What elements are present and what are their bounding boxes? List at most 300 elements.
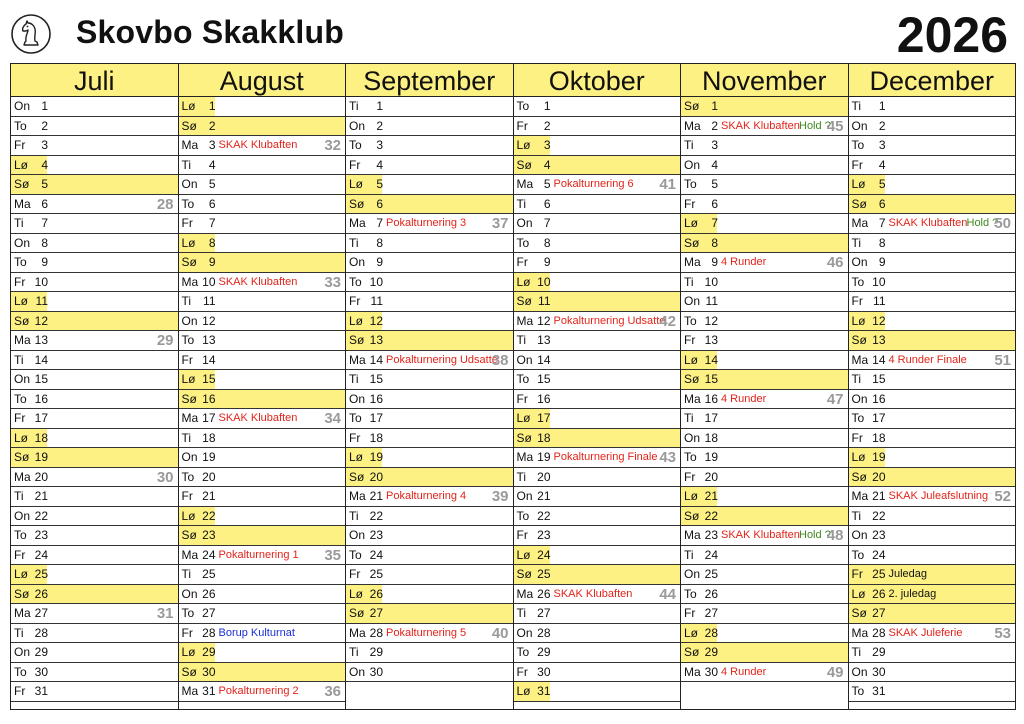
day-number: 24 xyxy=(872,547,886,562)
day-number: 23 xyxy=(704,528,718,542)
day-number: 7 xyxy=(41,216,48,230)
day-number: 31 xyxy=(537,684,551,698)
day-number: 6 xyxy=(208,196,216,211)
weekday-label: Fr xyxy=(684,469,696,484)
day-row xyxy=(11,331,178,351)
day-row xyxy=(849,429,1016,449)
day-number: 18 xyxy=(872,430,886,445)
weekday-label: Lø xyxy=(516,684,531,698)
day-number: 17 xyxy=(369,411,383,425)
day-number: 29 xyxy=(704,645,718,659)
weekday-label: Ti xyxy=(181,157,192,172)
day-number: 10 xyxy=(872,274,886,289)
day-number: 12 xyxy=(34,313,48,328)
weekday-label: Sø xyxy=(349,469,365,484)
week-number: 39 xyxy=(491,488,509,505)
weekday-label: Sø xyxy=(516,567,532,581)
empty-space xyxy=(849,702,1016,710)
day-number: 1 xyxy=(208,99,216,113)
weekday-label: Lø xyxy=(851,450,866,464)
day-row xyxy=(514,526,681,546)
day-row xyxy=(849,526,1016,546)
day-row xyxy=(179,663,346,683)
weekday-label: Sø xyxy=(516,294,532,308)
hold-note: Hold ? xyxy=(799,529,831,541)
weekday-label: On xyxy=(851,255,868,269)
day-row xyxy=(179,195,346,215)
week-number: 42 xyxy=(659,312,676,330)
day-row xyxy=(681,507,848,527)
weekday-label: Ti xyxy=(851,99,862,113)
week-number: 33 xyxy=(324,273,341,291)
weekday-label: Ti xyxy=(349,235,359,250)
day-row xyxy=(346,273,513,293)
weekday-label: Lø xyxy=(516,138,531,152)
day-row xyxy=(514,585,681,605)
month-header: November xyxy=(681,64,848,97)
month-column-december xyxy=(849,64,1016,709)
weekday-label: Lø xyxy=(14,294,29,308)
weekday-label: Ma xyxy=(516,586,534,601)
day-number: 7 xyxy=(376,216,383,230)
day-number: 6 xyxy=(41,196,48,211)
day-row xyxy=(346,546,513,566)
weekday-label: Lø xyxy=(851,313,866,328)
week-number: 49 xyxy=(826,663,844,681)
weekday-label: To xyxy=(14,528,27,542)
day-row xyxy=(346,292,513,312)
day-row xyxy=(681,331,848,351)
day-row xyxy=(681,156,848,176)
day-row xyxy=(849,253,1016,273)
weekday-label: Ti xyxy=(684,138,694,152)
day-number: 17 xyxy=(34,411,48,425)
day-number: 8 xyxy=(711,235,718,250)
day-number: 15 xyxy=(872,372,886,386)
day-row xyxy=(681,565,848,585)
event-label: Juledag xyxy=(888,568,928,580)
weekday-label: On xyxy=(516,625,533,640)
day-number: 25 xyxy=(202,567,216,581)
day-row xyxy=(179,175,346,195)
day-number: 20 xyxy=(34,469,48,484)
week-number: 52 xyxy=(994,488,1011,505)
weekday-label: Ti xyxy=(14,489,24,503)
day-row xyxy=(681,273,848,293)
day-number: 26 xyxy=(369,586,383,601)
weekday-label: Ma xyxy=(181,274,199,289)
weekday-label: Ma xyxy=(516,177,534,191)
day-row xyxy=(179,253,346,273)
day-row xyxy=(849,448,1016,468)
day-row xyxy=(514,273,681,293)
event-label: Pokalturnering 2 xyxy=(218,685,299,697)
day-row xyxy=(179,156,346,176)
weekday-label: Sø xyxy=(181,391,197,406)
weekday-label: Lø xyxy=(181,99,196,113)
weekday-label: To xyxy=(516,99,530,113)
day-number: 20 xyxy=(537,469,551,484)
day-number: 9 xyxy=(711,255,718,269)
day-number: 14 xyxy=(369,352,383,367)
day-number: 1 xyxy=(711,99,718,113)
weekday-label: On xyxy=(516,352,533,367)
day-row xyxy=(179,546,346,566)
weekday-label: To xyxy=(684,450,697,464)
day-row xyxy=(849,156,1016,176)
weekday-label: Sø xyxy=(851,606,867,620)
weekday-label: Lø xyxy=(181,235,196,250)
day-row xyxy=(514,292,681,312)
day-number: 22 xyxy=(202,508,216,523)
day-row xyxy=(849,546,1016,566)
event-label: Pokalturnering 4 xyxy=(386,490,467,502)
weekday-label: Ma xyxy=(14,333,31,347)
day-row xyxy=(681,292,848,312)
day-number: 27 xyxy=(537,606,551,620)
weekday-label: Lø xyxy=(684,625,699,640)
weekday-label: Sø xyxy=(684,372,700,386)
month-header: August xyxy=(179,64,346,97)
weekday-label: Ma xyxy=(516,313,534,328)
day-row xyxy=(179,117,346,137)
day-number: 21 xyxy=(34,489,48,503)
day-row xyxy=(11,273,178,293)
day-number: 19 xyxy=(369,450,383,464)
weekday-label: Lø xyxy=(181,508,196,523)
empty-space xyxy=(11,702,178,710)
weekday-label: Fr xyxy=(181,352,193,367)
day-number: 18 xyxy=(369,430,383,445)
day-number: 14 xyxy=(34,352,48,367)
day-number: 4 xyxy=(376,157,383,172)
day-row xyxy=(346,97,513,117)
day-row xyxy=(681,234,848,254)
day-number: 13 xyxy=(202,333,216,347)
weekday-label: Lø xyxy=(349,313,364,328)
month-header: Juli xyxy=(11,64,178,97)
month-column-oktober xyxy=(514,64,682,709)
weekday-label: Fr xyxy=(349,567,361,581)
day-row xyxy=(849,214,1016,234)
day-row xyxy=(681,214,848,234)
day-number: 22 xyxy=(872,508,886,523)
day-number: 31 xyxy=(202,684,216,698)
day-number: 2 xyxy=(878,118,886,133)
day-number: 28 xyxy=(537,625,551,640)
day-row xyxy=(179,331,346,351)
weekday-label: Fr xyxy=(516,664,528,679)
day-number: 2 xyxy=(208,118,216,133)
day-number: 26 xyxy=(537,586,551,601)
day-number: 26 xyxy=(872,586,886,601)
day-row xyxy=(849,585,1016,605)
day-number: 13 xyxy=(369,333,383,347)
weekday-label: Fr xyxy=(684,196,696,211)
day-row xyxy=(346,117,513,137)
weekday-label: Lø xyxy=(851,177,866,191)
hold-note: Hold ? xyxy=(966,217,999,229)
day-row xyxy=(681,663,848,683)
empty-space xyxy=(346,682,513,709)
weekday-label: Ma xyxy=(349,489,366,503)
event-label: 4 Runder Finale xyxy=(888,353,967,366)
weekday-label: Lø xyxy=(516,274,531,289)
weekday-label: Sø xyxy=(851,196,867,211)
event-label: SKAK Juleafslutning xyxy=(888,490,989,502)
weekday-label: To xyxy=(516,645,530,659)
day-number: 13 xyxy=(34,333,48,347)
day-number: 30 xyxy=(34,664,48,679)
event-label: SKAK Klubaften xyxy=(721,529,800,541)
day-row xyxy=(179,526,346,546)
weekday-label: Fr xyxy=(516,255,528,269)
day-number: 27 xyxy=(872,606,886,620)
weekday-label: Ma xyxy=(181,411,199,425)
day-number: 26 xyxy=(704,586,718,601)
day-number: 24 xyxy=(202,547,216,562)
weekday-label: On xyxy=(684,430,701,445)
month-header: September xyxy=(346,64,513,97)
day-row xyxy=(681,97,848,117)
day-number: 5 xyxy=(208,177,216,191)
weekday-label: On xyxy=(14,99,31,113)
event-label: Pokalturnering Finale xyxy=(553,451,658,463)
weekday-label: Ti xyxy=(181,567,192,581)
day-number: 22 xyxy=(537,508,551,523)
day-row xyxy=(681,624,848,644)
weekday-label: To xyxy=(181,469,195,484)
day-number: 3 xyxy=(376,138,383,152)
weekday-label: On xyxy=(684,567,701,581)
day-row xyxy=(514,663,681,683)
day-number: 11 xyxy=(370,294,383,308)
day-row xyxy=(179,643,346,663)
day-number: 10 xyxy=(369,274,383,289)
day-number: 19 xyxy=(202,450,216,464)
day-number: 5 xyxy=(711,177,718,191)
day-number: 27 xyxy=(704,606,718,620)
day-number: 20 xyxy=(704,469,718,484)
day-row xyxy=(514,468,681,488)
day-row xyxy=(11,351,178,371)
weekday-label: Ma xyxy=(684,255,701,269)
weekday-label: Ti xyxy=(684,274,694,289)
weekday-label: On xyxy=(14,508,31,523)
day-number: 3 xyxy=(208,138,216,152)
day-row xyxy=(11,175,178,195)
event-label: Pokalturnering Udsatte xyxy=(386,353,498,366)
day-number: 25 xyxy=(34,567,48,581)
weekday-label: Ti xyxy=(516,196,527,211)
day-row xyxy=(346,136,513,156)
weekday-label: To xyxy=(684,313,697,328)
weekday-label: Sø xyxy=(349,606,365,620)
day-row xyxy=(346,429,513,449)
day-number: 16 xyxy=(872,391,886,406)
day-number: 18 xyxy=(34,430,48,445)
weekday-label: On xyxy=(516,216,533,230)
day-row xyxy=(849,370,1016,390)
day-row xyxy=(681,585,848,605)
day-number: 11 xyxy=(538,294,551,308)
weekday-label: On xyxy=(516,489,533,503)
day-row xyxy=(849,682,1016,702)
day-row xyxy=(11,546,178,566)
day-number: 4 xyxy=(878,157,886,172)
month-column-september xyxy=(346,64,514,709)
day-number: 19 xyxy=(704,450,718,464)
day-number: 23 xyxy=(872,528,886,542)
day-row xyxy=(514,253,681,273)
day-row xyxy=(514,234,681,254)
weekday-label: Fr xyxy=(14,138,26,152)
day-row xyxy=(11,253,178,273)
weekday-label: Ti xyxy=(14,352,24,367)
event-label: SKAK Klubaften xyxy=(553,587,633,600)
day-row xyxy=(346,604,513,624)
weekday-label: Sø xyxy=(684,645,700,659)
weekday-label: Ma xyxy=(684,664,701,679)
weekday-label: Sø xyxy=(851,333,867,347)
day-number: 1 xyxy=(878,99,886,113)
day-row xyxy=(179,624,346,644)
day-row xyxy=(346,253,513,273)
day-row xyxy=(179,390,346,410)
day-number: 16 xyxy=(369,391,383,406)
day-row xyxy=(849,643,1016,663)
weekday-label: Ti xyxy=(516,333,527,347)
day-number: 24 xyxy=(34,547,48,562)
weekday-label: Ma xyxy=(14,469,31,484)
day-row xyxy=(11,370,178,390)
day-row xyxy=(11,292,178,312)
day-row xyxy=(11,585,178,605)
day-row xyxy=(179,487,346,507)
hold-note: Hold ? xyxy=(799,119,831,132)
event-label: 2. juledag xyxy=(888,587,937,600)
weekday-label: Ti xyxy=(851,235,862,250)
day-row xyxy=(11,682,178,702)
day-number: 20 xyxy=(202,469,216,484)
weekday-label: Lø xyxy=(349,177,364,191)
weekday-label: On xyxy=(181,586,198,601)
day-row xyxy=(849,409,1016,429)
day-number: 25 xyxy=(369,567,383,581)
day-row xyxy=(514,370,681,390)
weekday-label: Fr xyxy=(181,625,193,640)
day-number: 19 xyxy=(34,450,48,464)
day-row xyxy=(681,195,848,215)
day-row xyxy=(681,117,848,137)
weekday-label: Sø xyxy=(181,528,197,542)
day-number: 3 xyxy=(41,138,48,152)
weekday-label: To xyxy=(14,391,27,406)
weekday-label: Fr xyxy=(851,157,863,172)
weekday-label: Ma xyxy=(516,450,534,464)
day-number: 30 xyxy=(537,664,551,679)
day-row xyxy=(346,526,513,546)
weekday-label: On xyxy=(14,645,31,659)
weekday-label: Ma xyxy=(851,352,869,367)
weekday-label: Ti xyxy=(851,508,862,523)
day-number: 1 xyxy=(543,99,551,113)
week-number: 50 xyxy=(994,215,1011,232)
weekday-label: Lø xyxy=(14,430,29,445)
weekday-label: Ma xyxy=(181,138,199,152)
day-row xyxy=(681,312,848,332)
weekday-label: On xyxy=(181,450,198,464)
day-number: 6 xyxy=(878,196,886,211)
day-number: 9 xyxy=(208,255,216,269)
weekday-label: Ti xyxy=(851,645,862,659)
day-number: 9 xyxy=(878,255,886,269)
week-number: 28 xyxy=(156,195,174,213)
day-row xyxy=(514,682,681,702)
day-row xyxy=(179,429,346,449)
weekday-label: Lø xyxy=(14,157,29,172)
day-number: 9 xyxy=(41,255,48,269)
day-row xyxy=(346,585,513,605)
day-number: 23 xyxy=(202,528,216,542)
day-number: 1 xyxy=(41,99,48,113)
day-number: 24 xyxy=(369,547,383,562)
event-label: SKAK Klubaften xyxy=(218,412,298,424)
day-number: 17 xyxy=(202,411,216,425)
event-label: SKAK Juleferie xyxy=(888,626,963,639)
day-number: 29 xyxy=(34,645,48,659)
day-row xyxy=(179,448,346,468)
day-row xyxy=(514,624,681,644)
weekday-label: Ti xyxy=(181,430,192,445)
day-row xyxy=(11,214,178,234)
event-label: Borup Kulturnat xyxy=(218,626,295,639)
weekday-label: On xyxy=(851,391,868,406)
day-row xyxy=(681,351,848,371)
day-number: 4 xyxy=(543,157,551,172)
day-number: 25 xyxy=(537,567,551,581)
day-number: 12 xyxy=(537,313,551,328)
weekday-label: On xyxy=(684,157,701,172)
day-row xyxy=(346,409,513,429)
day-number: 7 xyxy=(711,216,718,230)
weekday-label: To xyxy=(349,138,362,152)
weekday-label: On xyxy=(851,664,868,679)
day-number: 5 xyxy=(376,177,383,191)
day-row xyxy=(681,643,848,663)
day-row xyxy=(849,624,1016,644)
day-row xyxy=(849,663,1016,683)
day-number: 29 xyxy=(369,645,383,659)
event-label: 4 Runder xyxy=(721,256,767,268)
day-number: 18 xyxy=(704,430,718,445)
day-number: 28 xyxy=(34,625,48,640)
week-number: 51 xyxy=(994,351,1011,369)
day-number: 5 xyxy=(878,177,886,191)
weekday-label: Lø xyxy=(349,450,364,464)
weekday-label: Lø xyxy=(684,352,699,367)
day-row xyxy=(514,448,681,468)
weekday-label: To xyxy=(516,235,530,250)
day-number: 30 xyxy=(704,664,718,679)
week-number: 30 xyxy=(156,468,174,486)
week-number: 48 xyxy=(826,527,844,544)
weekday-label: Fr xyxy=(516,391,528,406)
day-number: 10 xyxy=(34,274,48,289)
day-number: 3 xyxy=(711,138,718,152)
day-row xyxy=(849,468,1016,488)
weekday-label: To xyxy=(14,118,27,133)
